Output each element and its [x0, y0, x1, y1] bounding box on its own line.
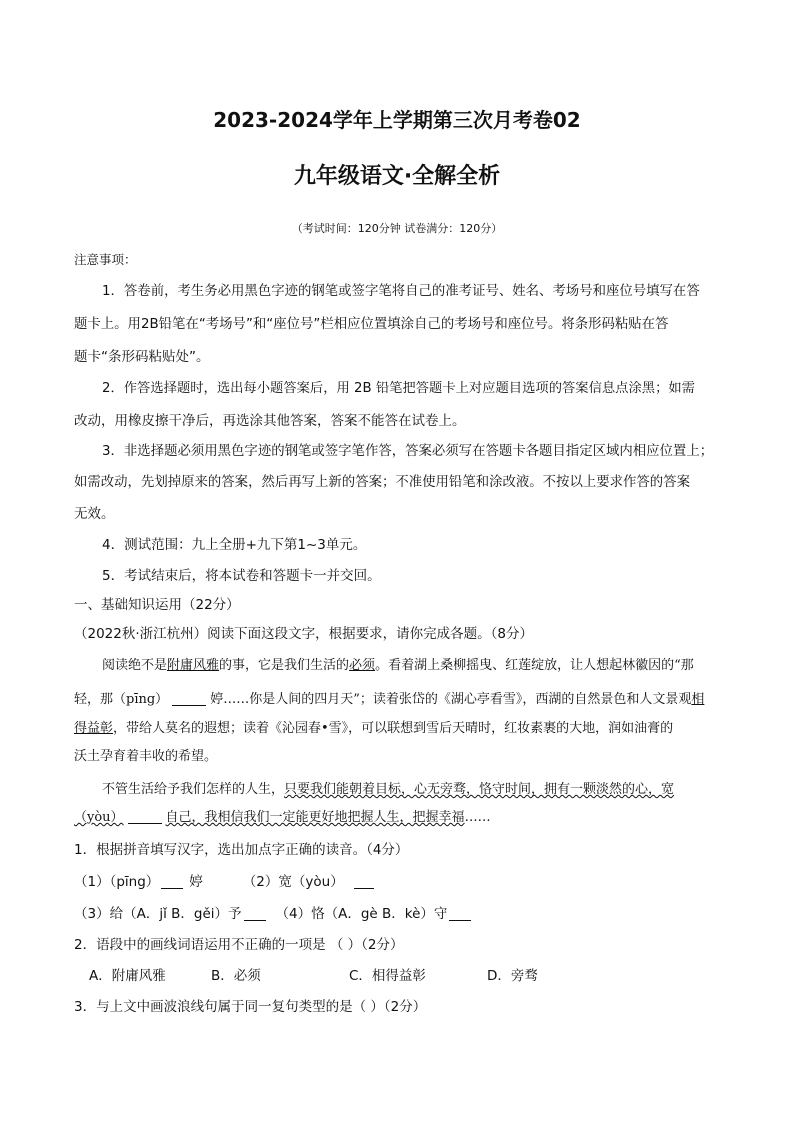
note-3-line-1: 3．非选择题必须用黑色字迹的钢笔或签字笔作答，答案必须写在答题卡各题目指定区域内相应位置上；	[102, 444, 714, 459]
note-4: 4．测试范围：九上全册+九下第1~3单元。	[102, 537, 367, 553]
exam-meta: （考试时间：120分钟 试卷满分：120分）	[291, 222, 503, 235]
q1-item-3-label: （3）给（A．jǐ B．gěi）予	[74, 906, 242, 922]
note-1-line-1: 1．答卷前，考生务必用黑色字迹的钢笔或签字笔将自己的准考证号、姓名、考场号和座位号填写在答	[102, 284, 700, 299]
passage-text: 。看着湖上桑柳摇曳、红莲绽放，让人想起林徽因的“那	[375, 658, 694, 673]
underlined-term-fuyong: 附庸风雅	[167, 658, 220, 673]
q1-item-1-char: 婷	[189, 874, 203, 890]
wavy-sentence-pinyin: （yòu）	[74, 810, 124, 825]
note-1-line-3: 题卡“条形码粘贴处”。	[74, 349, 210, 365]
page-subtitle: 九年级语文·全解全析	[293, 164, 501, 189]
question-2-option-c[interactable]: C．相得益彰	[349, 968, 426, 984]
passage-p1-line-2	[74, 688, 704, 707]
question-1-row-2	[74, 902, 471, 922]
passage-text: 阅读绝不是	[102, 658, 168, 673]
underlined-term-xiangde: 相	[691, 692, 705, 707]
question-2-option-b[interactable]: B．必须	[211, 968, 261, 984]
passage-p2-line-2	[74, 806, 491, 825]
notes-heading: 注意事项：	[74, 252, 137, 267]
passage-intro: （2022秋·浙江杭州）阅读下面这段文字，根据要求，请你完成各题。（8分）	[74, 626, 533, 642]
note-2-line-2: 改动，用橡皮擦干净后，再选涂其他答案，答案不能答在试卷上。	[74, 413, 466, 429]
passage-text: ，带给人莫名的遐想；读着《沁园春•雪》，可以联想到雪后天晴时，红妆素裹的大地，润如油膏的	[113, 721, 674, 736]
question-2-option-a[interactable]: A．附庸风雅	[89, 968, 166, 984]
pinyin-blank-you[interactable]	[128, 809, 162, 824]
note-3-line-3: 无效。	[74, 506, 115, 522]
note-5: 5．考试结束后，将本试卷和答题卡一并交回。	[102, 568, 381, 584]
passage-text: 不管生活给予我们怎样的人生，	[102, 782, 285, 797]
underlined-term-bixu: 必须	[349, 658, 376, 673]
pinyin-blank-ping[interactable]	[172, 691, 206, 706]
passage-text: 轻，那（pīng）	[74, 692, 169, 707]
wavy-sentence: 自己，我相信我们一定能更好地把握人生，把握幸福	[165, 810, 465, 825]
note-3-line-2: 如需改动，先划掉原来的答案，然后再写上新的答案；不准使用铅笔和涂改液。不按以上要求作答的答案	[74, 475, 690, 490]
q1-item-4-label: （4）恪（A．gè B．kè）守	[275, 906, 448, 922]
passage-p1-line-3	[74, 717, 673, 736]
question-2-stem: 2．语段中的画线词语运用不正确的一项是 （ ）（2分）	[74, 937, 404, 953]
q1-item-2-label: （2）宽（yòu）	[242, 874, 344, 890]
answer-blank-3[interactable]	[244, 906, 266, 921]
wavy-sentence: 只要我们能朝着目标，心无旁骛，恪守时间，拥有一颗淡然的心，宽	[284, 782, 675, 797]
question-2-option-d[interactable]: D．旁骛	[487, 968, 538, 984]
note-2-line-1: 2．作答选择题时，选出每小题答案后，用 2B 铅笔把答题卡上对应题目选项的答案信息点涂黑；如需	[102, 381, 695, 396]
underlined-term-deyi: 得益彰	[74, 721, 114, 736]
passage-p1-line-1	[102, 654, 694, 673]
question-1-stem: 1．根据拼音填写汉字，选出加点字正确的读音。（4分）	[74, 842, 409, 858]
page-title: 2023-2024学年上学期第三次月考卷02	[213, 108, 581, 132]
passage-text: 婷……你是人间的四月天”；读着张岱的《湖心亭看雪》，西湖的自然景色和人文景观	[210, 692, 692, 707]
question-3-stem: 3．与上文中画波浪线句属于同一复句类型的是（ ）（2分）	[74, 999, 427, 1015]
answer-blank-1[interactable]	[161, 874, 183, 889]
passage-text: 的事，它是我们生活的	[219, 658, 350, 673]
passage-p1-line-4: 沃土孕育着丰收的希望。	[74, 749, 218, 764]
q1-item-1-label: （1）（pīng）	[74, 874, 160, 890]
section-1-heading: 一、基础知识运用（22分）	[74, 597, 240, 613]
note-1-line-2: 题卡上。用2B铅笔在“考场号”和“座位号”栏相应位置填涂自己的考场号和座位号。将条形码粘贴在答	[74, 317, 669, 332]
question-1-row-1	[74, 870, 374, 890]
answer-blank-4[interactable]	[449, 906, 471, 921]
passage-text: ……	[464, 810, 491, 825]
passage-p2-line-1	[102, 778, 674, 797]
answer-blank-2[interactable]	[354, 874, 374, 889]
